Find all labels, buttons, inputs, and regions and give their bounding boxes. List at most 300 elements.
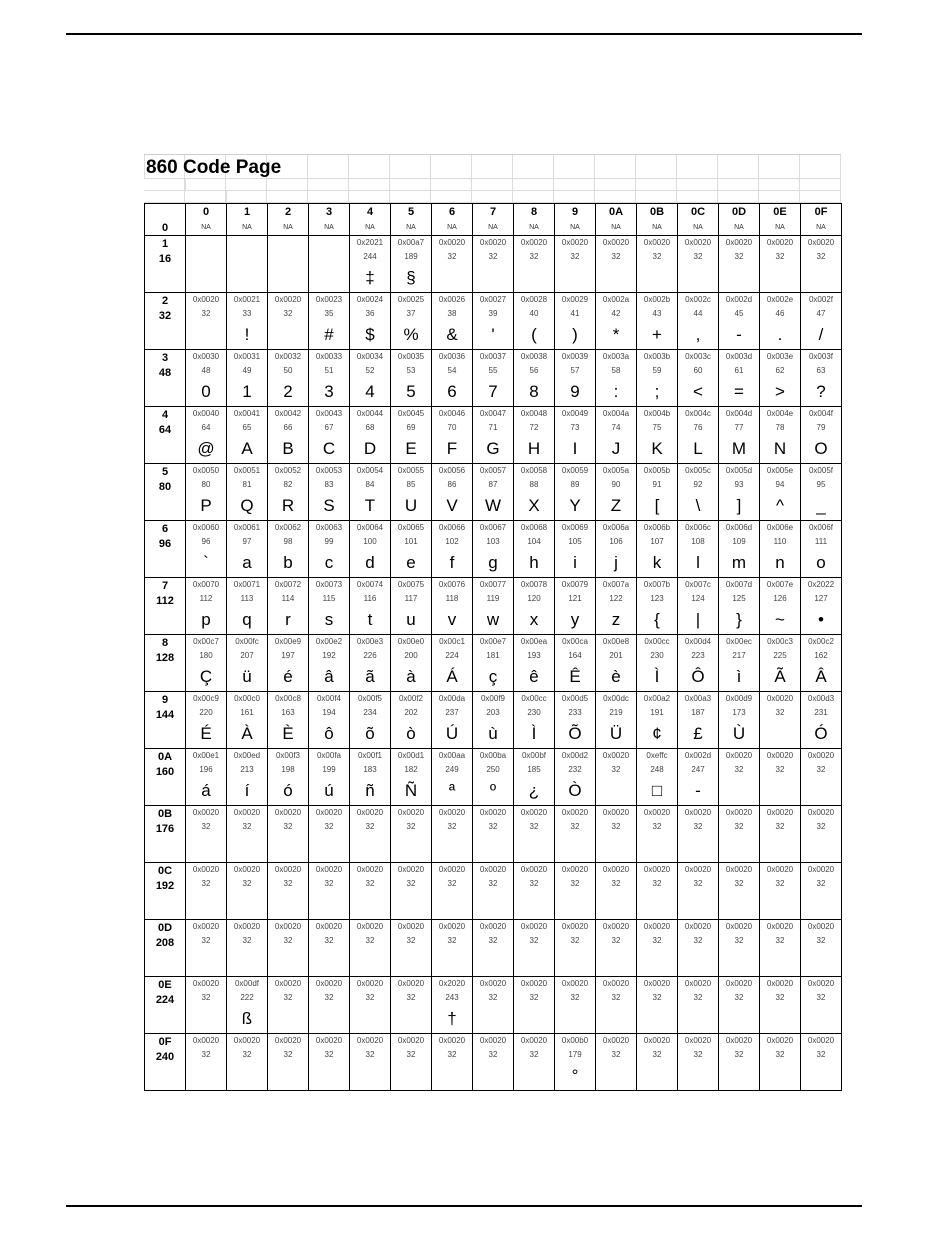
code-cell [555,293,596,350]
code-cell [473,407,514,464]
code-cell [801,236,842,293]
decimal-value: 32 [488,252,498,261]
code-cell [801,407,842,464]
unicode-value: 0x0020 [520,808,548,817]
glyph: £ [693,724,703,743]
column-header: 1 [227,204,268,221]
unicode-value: 0x0049 [561,409,589,418]
glyph: X [528,496,540,515]
unicode-value: 0x0036 [438,352,466,361]
column-header: 0D [719,204,760,221]
glyph: < [693,382,703,401]
decimal-value: 32 [324,993,334,1002]
code-cell [596,1034,637,1091]
unicode-value: 0x0030 [192,352,220,361]
unicode-value: 0x0032 [274,352,302,361]
decimal-value: 196 [199,765,213,774]
unicode-value: 0x00da [438,694,466,703]
glyph [350,834,390,862]
code-cell [309,977,350,1034]
code-cell [596,977,637,1034]
unicode-value: 0x0033 [315,352,343,361]
glyph: O [814,439,828,458]
code-cell [760,749,801,806]
unicode-value: 0x00f9 [480,694,506,703]
row-dec-label: 64 [158,424,172,436]
code-cell [268,977,309,1034]
decimal-value: 224 [445,651,459,660]
decimal-value: 32 [201,936,211,945]
na-cell: NA [473,220,514,236]
decimal-value: 108 [691,537,705,546]
decimal-value: 32 [447,252,457,261]
unicode-value: 0x005b [643,466,671,475]
glyph [801,777,841,805]
glyph [186,264,226,292]
unicode-value: 0x0041 [233,409,261,418]
glyph [719,1005,759,1033]
row-dec-label: 192 [155,880,175,892]
unicode-value: 0x0020 [725,922,753,931]
code-cell [637,977,678,1034]
unicode-value: 0x007c [685,580,711,589]
unicode-value: 0x00c3 [767,637,793,646]
decimal-value [268,250,308,264]
unicode-value: 0x0020 [602,865,630,874]
row-dec-label: 32 [158,310,172,322]
unicode-value: 0x0020 [274,922,302,931]
row-header-0: 0 [145,220,186,236]
decimal-value: 32 [775,765,785,774]
decimal-value: 93 [734,480,744,489]
glyph [719,948,759,976]
unicode-value: 0x0053 [315,466,343,475]
unicode-value: 0x0072 [274,580,302,589]
code-cell [391,464,432,521]
na-cell: NA [391,220,432,236]
code-cell [801,806,842,863]
glyph: b [283,553,293,572]
unicode-value: 0x005c [685,466,711,475]
title-block [144,154,841,203]
code-cell [678,293,719,350]
code-cell [432,407,473,464]
unicode-value: 0x0046 [438,409,466,418]
decimal-value: 32 [693,879,703,888]
code-cell [514,692,555,749]
row-dec-label: 48 [158,367,172,379]
column-header: 3 [309,204,350,221]
unicode-value: 0x0020 [684,1036,712,1045]
unicode-value: 0x0029 [561,295,589,304]
decimal-value: 32 [324,1050,334,1059]
code-cell [678,749,719,806]
decimal-value: 237 [445,708,459,717]
row-hex-label: 0D [157,922,173,934]
decimal-value: 58 [611,366,621,375]
unicode-value: 0x004b [643,409,671,418]
decimal-value: 65 [242,423,252,432]
code-cell [637,578,678,635]
code-cell [678,464,719,521]
code-cell [514,1034,555,1091]
code-cell [391,407,432,464]
decimal-value: 60 [693,366,703,375]
unicode-value: 0x0056 [438,466,466,475]
column-header: 6 [432,204,473,221]
glyph: Ó [814,724,828,743]
decimal-value: 32 [652,993,662,1002]
unicode-value: 0x006f [808,523,834,532]
decimal-value: 50 [283,366,293,375]
glyph: g [488,553,498,572]
code-cell [596,521,637,578]
code-cell [801,977,842,1034]
code-cell [637,806,678,863]
glyph [432,264,472,292]
glyph [309,1062,349,1090]
decimal-value: 230 [527,708,541,717]
glyph [227,891,267,919]
unicode-value: 0x00e3 [356,637,384,646]
row-hex-label: 2 [161,295,169,307]
glyph: † [447,1009,457,1028]
glyph: j [614,553,618,572]
row-dec-label: 224 [155,994,175,1006]
code-cell [555,692,596,749]
unicode-value: 0x0037 [479,352,507,361]
code-cell [309,578,350,635]
code-cell [227,920,268,977]
code-cell [309,749,350,806]
glyph: D [363,439,377,458]
decimal-value: 32 [447,1050,457,1059]
code-cell [227,635,268,692]
decimal-value: 32 [570,936,580,945]
glyph [514,948,554,976]
unicode-value: 0x0020 [397,979,425,988]
unicode-value: 0x0020 [233,922,261,931]
unicode-value: 0x0020 [561,238,589,247]
unicode-value: 0x0020 [807,922,835,931]
glyph [268,321,308,349]
decimal-value: 32 [201,879,211,888]
code-cell [473,464,514,521]
decimal-value: 207 [240,651,254,660]
row-group-4 [145,407,842,464]
glyph [596,1062,636,1090]
decimal-value: 32 [324,879,334,888]
unicode-value [227,236,267,250]
code-cell [760,806,801,863]
unicode-value: 0x0078 [520,580,548,589]
code-cell [473,578,514,635]
row-group-0c [145,863,842,920]
row-header [145,464,186,521]
glyph [637,891,677,919]
row-header [145,1034,186,1091]
glyph [678,1062,718,1090]
glyph: Â [815,667,827,686]
decimal-value: 32 [242,1050,252,1059]
decimal-value: 74 [611,423,621,432]
glyph [432,1062,472,1090]
code-cell [719,635,760,692]
unicode-value: 0x0020 [561,865,589,874]
unicode-value: 0x0025 [397,295,425,304]
code-cell [596,350,637,407]
decimal-value: 222 [240,993,254,1002]
code-cell [596,920,637,977]
code-cell [596,464,637,521]
unicode-value: 0x0020 [561,922,589,931]
unicode-value: 0x00c9 [193,694,219,703]
unicode-value: 0x0020 [643,979,671,988]
code-cell [719,521,760,578]
decimal-value: 32 [734,993,744,1002]
row-0 [145,220,842,236]
decimal-value: 97 [242,537,252,546]
decimal-value: 32 [242,936,252,945]
unicode-value: 0x0024 [356,295,384,304]
unicode-value: 0x0020 [233,1036,261,1045]
glyph [473,1062,513,1090]
row-hex-label: 1 [161,238,169,250]
glyph [391,948,431,976]
decimal-value: 117 [404,594,418,603]
unicode-value: 0x002c [685,295,711,304]
unicode-value: 0x00e7 [479,637,507,646]
code-cell [637,635,678,692]
glyph [678,948,718,976]
decimal-value: 32 [365,1050,375,1059]
glyph: u [406,610,416,629]
code-cell [309,236,350,293]
decimal-value: 64 [201,423,211,432]
na-cell: NA [227,220,268,236]
glyph [760,720,800,748]
decimal-value: 104 [527,537,541,546]
decimal-value: 83 [324,480,334,489]
decimal-value: 76 [693,423,703,432]
glyph [596,834,636,862]
code-cell [719,464,760,521]
unicode-value: 0x00d2 [561,751,589,760]
decimal-value: 32 [611,993,621,1002]
code-cell [514,578,555,635]
code-cell [678,806,719,863]
code-cell [555,806,596,863]
glyph: \ [695,496,701,515]
unicode-value: 0x0020 [807,751,835,760]
unicode-value: 0x0051 [233,466,261,475]
decimal-value: 32 [816,822,826,831]
glyph [719,834,759,862]
decimal-value: 32 [816,252,826,261]
glyph: ? [816,382,826,401]
unicode-value: 0x0027 [479,295,507,304]
code-cell [801,863,842,920]
code-cell [555,521,596,578]
glyph [801,948,841,976]
decimal-value: 32 [529,252,539,261]
decimal-value: 183 [363,765,377,774]
glyph [801,891,841,919]
unicode-value: 0x0020 [643,922,671,931]
code-cell [227,236,268,293]
unicode-value: 0x00d1 [397,751,425,760]
unicode-value: 0x004a [602,409,630,418]
decimal-value: 32 [242,822,252,831]
decimal-value: 59 [652,366,662,375]
decimal-value: 106 [609,537,623,546]
unicode-value: 0x0035 [397,352,425,361]
decimal-value: 181 [486,651,500,660]
column-header: 0F [801,204,842,221]
decimal-value: 57 [570,366,580,375]
unicode-value: 0x0070 [192,580,220,589]
decimal-value: 32 [611,936,621,945]
decimal-value: 62 [775,366,785,375]
glyph: C [322,439,336,458]
unicode-value: 0x0050 [192,466,220,475]
unicode-value: 0x00a3 [684,694,712,703]
unicode-value: 0x00ba [479,751,507,760]
code-cell [514,293,555,350]
glyph: ú [324,781,334,800]
glyph: l [696,553,700,572]
decimal-value: 107 [650,537,664,546]
code-cell [309,1034,350,1091]
decimal-value: 161 [240,708,254,717]
glyph: ì [736,667,742,686]
unicode-value: 0x0020 [807,865,835,874]
unicode-value: 0x0064 [356,523,384,532]
unicode-value: 0x0020 [520,1036,548,1045]
glyph: ò [406,724,416,743]
code-cell [391,521,432,578]
code-cell [719,977,760,1034]
decimal-value: 94 [775,480,785,489]
unicode-value: 0x00d3 [807,694,835,703]
unicode-value: 0x0020 [438,865,466,874]
code-cell [678,692,719,749]
unicode-value: 0x0020 [356,865,384,874]
unicode-value: 0x0020 [643,238,671,247]
column-header: 0C [678,204,719,221]
glyph: p [201,610,211,629]
decimal-value: 32 [611,765,621,774]
code-cell [391,806,432,863]
decimal-value: 91 [652,480,662,489]
unicode-value: 0x0020 [766,979,794,988]
unicode-value: 0x0020 [233,865,261,874]
unicode-value: 0x0079 [561,580,589,589]
unicode-value: 0x00c1 [439,637,465,646]
code-cell [637,1034,678,1091]
row-group-8 [145,635,842,692]
code-cell [186,236,227,293]
glyph [637,1005,677,1033]
decimal-value: 32 [488,822,498,831]
unicode-value: 0x0020 [561,808,589,817]
unicode-value: 0x0069 [561,523,589,532]
glyph [596,948,636,976]
decimal-value: 121 [568,594,582,603]
decimal-value: 32 [406,936,416,945]
glyph: M [731,439,747,458]
row-dec-label: 96 [158,538,172,550]
unicode-value: 0x00f4 [316,694,342,703]
glyph: B [282,439,294,458]
decimal-value: 32 [529,879,539,888]
unicode-value: 0x0021 [233,295,261,304]
glyph [227,948,267,976]
decimal-value: 244 [363,252,377,261]
decimal-value: 32 [734,1050,744,1059]
decimal-value: 55 [488,366,498,375]
glyph [678,891,718,919]
decimal-value: 37 [406,309,416,318]
glyph: z [611,610,621,629]
code-cell [350,635,391,692]
decimal-value: 32 [488,879,498,888]
decimal-value: 54 [447,366,457,375]
code-cell [637,920,678,977]
decimal-value: 119 [486,594,500,603]
unicode-value: 0x0020 [602,1036,630,1045]
glyph: ê [529,667,539,686]
glyph [391,1005,431,1033]
unicode-value: 0x0020 [602,238,630,247]
glyph: | [695,610,701,629]
unicode-value: 0x0020 [766,865,794,874]
code-cell [801,635,842,692]
row-header [145,749,186,806]
unicode-value: 0x00f5 [357,694,383,703]
glyph: E [405,439,417,458]
glyph [760,948,800,976]
glyph [309,948,349,976]
decimal-value: 49 [242,366,252,375]
glyph: . [777,325,783,344]
unicode-value: 0x2020 [438,979,466,988]
decimal-value: 32 [611,879,621,888]
code-cell [432,350,473,407]
glyph: Q [240,496,254,515]
code-cell [227,350,268,407]
glyph: H [527,439,541,458]
glyph: 5 [406,382,416,401]
unicode-value: 0x003a [602,352,630,361]
glyph: h [529,553,539,572]
glyph [760,1062,800,1090]
glyph: y [570,610,580,629]
code-cell [391,977,432,1034]
decimal-value: 32 [611,252,621,261]
glyph: e [406,553,416,572]
decimal-value: 38 [447,309,457,318]
unicode-value: 0x0063 [315,523,343,532]
row-hex-label: 5 [161,466,169,478]
glyph: : [613,382,619,401]
decimal-value: 43 [652,309,662,318]
decimal-value: 32 [611,822,621,831]
unicode-value: 0x0020 [356,922,384,931]
decimal-value: 248 [650,765,664,774]
decimal-value: 53 [406,366,416,375]
unicode-value: 0x0020 [274,808,302,817]
